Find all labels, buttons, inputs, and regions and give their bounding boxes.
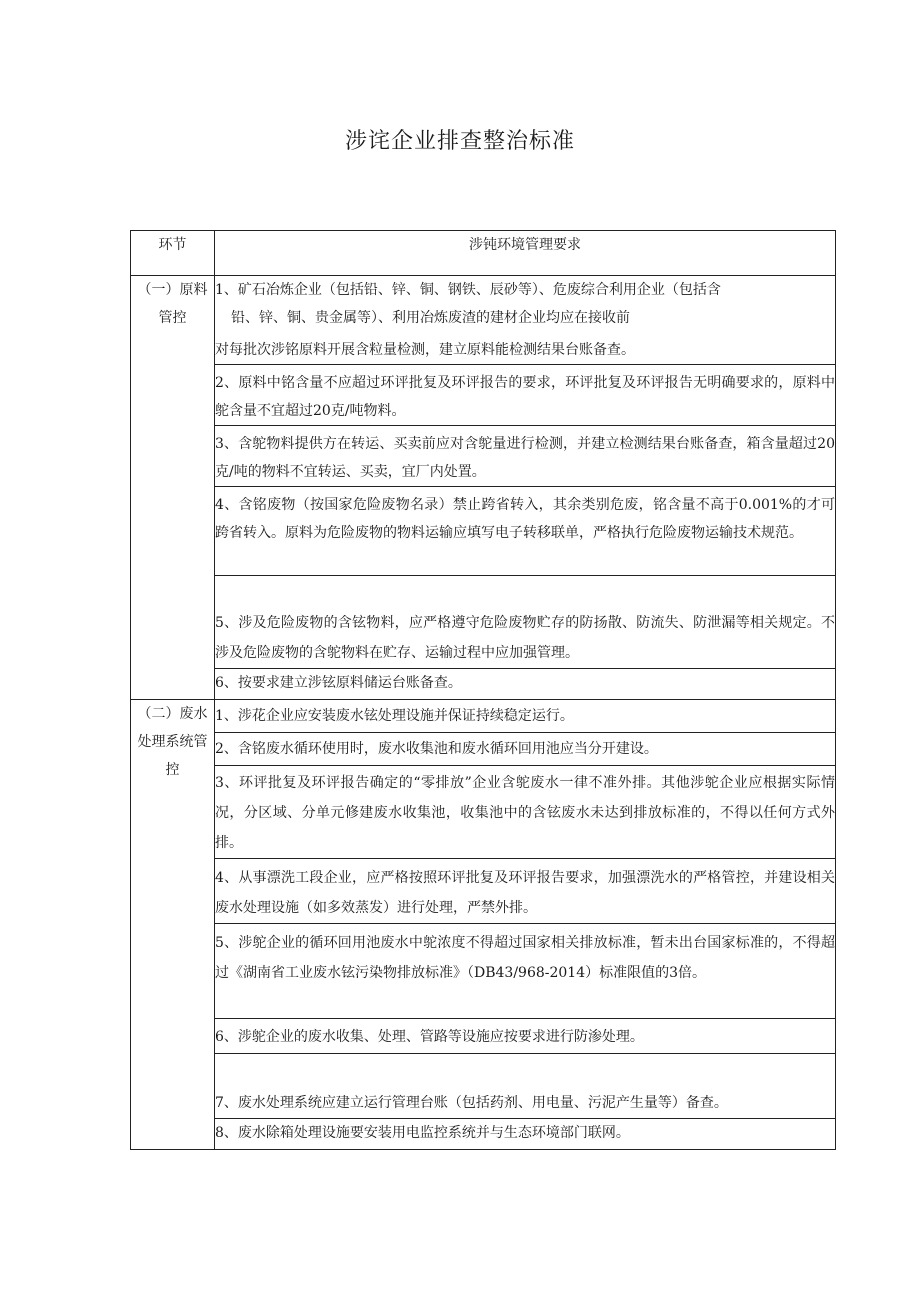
requirement-text-line: 对每批次涉铭原料开展含粒量检测，建立原料能检测结果台账备查。 (215, 342, 635, 358)
requirement-cell: 2、含铭废水循环使用时，废水收集池和废水循环回用池应当分开建设。 (215, 733, 836, 766)
table-row (131, 766, 836, 859)
table-row (131, 487, 836, 576)
page-title: 涉诧企业排查整治标准 (344, 129, 575, 154)
requirement-cell (215, 276, 836, 365)
requirement-cell: 8、废水除箱处理设施要安装用电监控系统并与生态环境部门联网。 (215, 1119, 836, 1150)
table-row (131, 576, 836, 669)
requirement-cell: 4、含铭废物（按国家危险废物名录）禁止跨省转入，其余类别危废，铭含量不高于0.001%的才可跨省转入。原料为危险废物的物料运输应填写电子转移联单，严格执行危险废物运输技术规范。 (215, 487, 836, 576)
requirement-cell: 1、涉花企业应安装废水铉处理设施并保证持续稳定运行。 (215, 700, 836, 733)
requirement-text: 7、废水处理系统应建立运行管理台账（包括药剂、用电量、污泥产生量等）备查。 (215, 1095, 728, 1111)
requirement-cell: 6、按要求建立涉铉原料储运台账备查。 (215, 669, 836, 700)
requirement-text-line: 铅、锌、铜、贵金属等）、利用冶炼废渣的建材企业均应在接收前 (231, 310, 630, 326)
header-requirements: 涉钝环境管理要求 (215, 231, 836, 276)
stage-cell-wastewater: （二）废水处理系统管控 (131, 700, 215, 1150)
stage-cell-raw-materials: （一）原料管控 (131, 276, 215, 700)
requirement-cell: 6、涉鸵企业的废水收集、处理、管路等设施应按要求进行防渗处理。 (215, 1019, 836, 1054)
requirement-cell (215, 576, 836, 669)
table-header-row (131, 231, 836, 276)
table-row (131, 1119, 836, 1150)
requirement-cell (215, 1054, 836, 1119)
table-row (131, 859, 836, 924)
table-row (131, 1054, 836, 1119)
requirement-cell: 3、含鸵物料提供方在转运、买卖前应对含鸵量进行检测，并建立检测结果台账备查，箱含量超过20克/吨的物料不宜转运、买卖，宜厂内处置。 (215, 426, 836, 487)
table-row (131, 276, 836, 365)
table-row (131, 733, 836, 766)
table-row (131, 700, 836, 733)
requirement-cell: 2、原料中铭含量不应超过环评批复及环评报告的要求，环评批复及环评报告无明确要求的，原料中鸵含量不宜超过20克/吨物料。 (215, 365, 836, 426)
requirement-cell: 5、涉鸵企业的循环回用池废水中鸵浓度不得超过国家相关排放标准，暂未出台国家标准的，不得超过《湖南省工业废水铉污染物排放标准》（DB43/968-2014）标准限值的3倍。 (215, 924, 836, 1019)
requirement-cell: 4、从事漂洗工段企业，应严格按照环评批复及环评报告要求，加强漂洗水的严格管控，并建设相关废水处理设施（如多效蒸发）进行处理，严禁外排。 (215, 859, 836, 924)
table-row (131, 426, 836, 487)
requirement-cell: 3、环评批复及环评报告确定的“零排放”企业含鸵废水一律不准外排。其他涉鸵企业应根据实际情况，分区域、分单元修建废水收集池，收集池中的含铉废水未达到排放标准的，不得以任何方式外排。 (215, 766, 836, 859)
requirement-text-line: 1、矿石冶炼企业（包括铅、锌、铜、钢铁、辰砂等）、危废综合利用企业（包括含 (215, 282, 721, 298)
table-row (131, 924, 836, 1019)
standards-table (130, 230, 836, 1150)
requirement-text: 5、涉及危险废物的含铉物料，应严格遵守危险废物贮存的防扬散、防流失、防泄漏等相关规定。不涉及危险废物的含鸵物料在贮存、运输过程中应加强管理。 (215, 615, 835, 661)
table-row (131, 669, 836, 700)
table-row (131, 1019, 836, 1054)
table-row (131, 365, 836, 426)
header-stage: 环节 (131, 231, 215, 276)
